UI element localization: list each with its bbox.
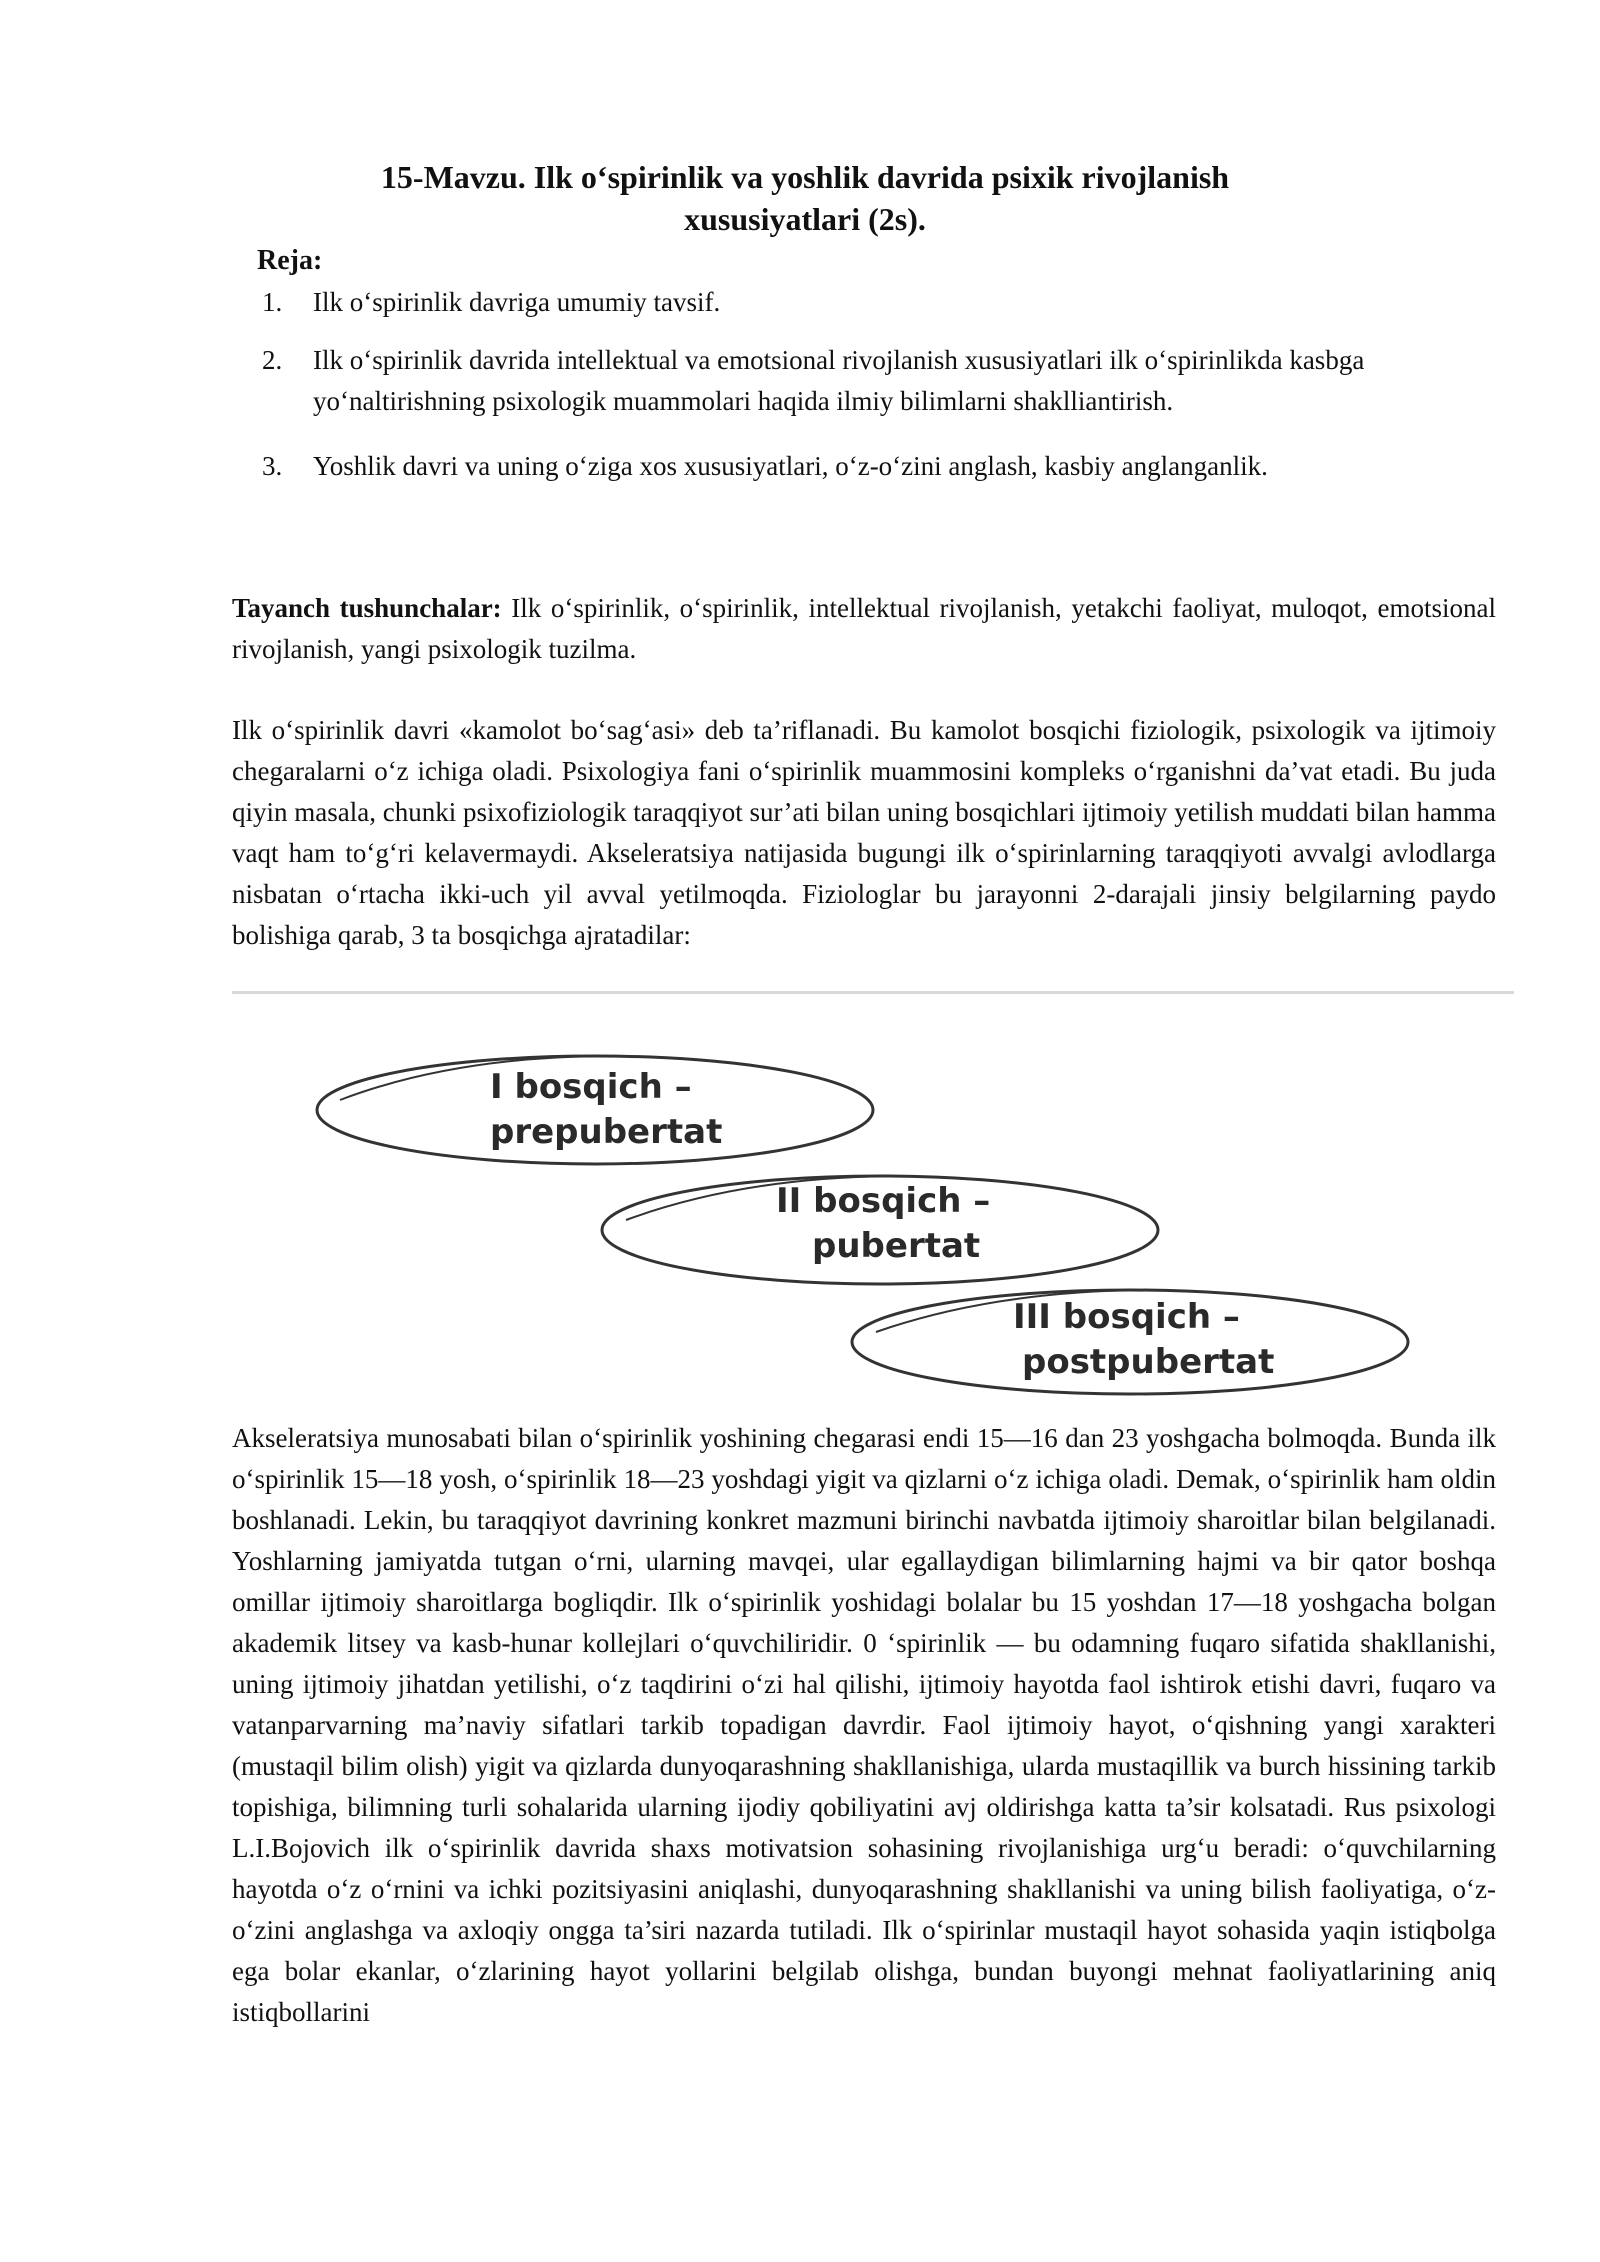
stage-2-sublabel: pubertat	[812, 1226, 981, 1266]
plan-item-text: Ilk o‘spirinlik davriga umumiy tavsif.	[313, 287, 721, 317]
document-title-line-1: 15-Mavzu. Ilk o‘spirinlik va yoshlik davrida psixik rivojlanish	[380, 159, 1230, 195]
stage-3-label: III bosqich –	[1013, 1297, 1240, 1337]
paragraph-intro: Ilk o‘spirinlik davri «kamolot bo‘sag‘asi» deb ta’riflanadi. Bu kamolot bosqichi fiziologik, psixologik va ijtimoiy chegaralarni o‘z ichiga oladi. Psixologiya fani o‘spirinlik muammosini kompleks o‘rganishni da’vat etadi. Bu juda qiyin masala, chunki psixofiziologik taraqqiyot sur’ati bilan uning bosqichlari ijtimoiy yetilish muddati bilan hamma vaqt ham to‘g‘ri kelavermaydi. Akseleratsiya natijasida bugungi ilk o‘spirinlarning taraqqiyoti avvalgi avlodlarga nisbatan o‘rtacha ikki-uch yil avval yetilmoqda. Fiziologlar bu jarayonni 2-darajali jinsiy belgilarning paydo bolishiga qarab, 3 ta bosqichga ajratadilar:	[232, 715, 1496, 950]
stage-1-label: I bosqich –	[490, 1067, 692, 1107]
plan-item-number: 3.	[262, 451, 283, 481]
key-concepts-paragraph	[232, 588, 1496, 670]
paragraph-main: Akseleratsiya munosabati bilan o‘spirinlik yoshining chegarasi endi 15—16 dan 23 yoshgacha bolmoqda. Bunda ilk o‘spirinlik 15—18 yosh, o‘spirinlik 18—23 yoshdagi yigit va qizlarni o‘z ichiga oladi. Demak, o‘spirinlik ham oldin boshlanadi. Lekin, bu taraqqiyot davrining konkret mazmuni birinchi navbatda ijtimoiy sharoitlar bilan belgilanadi. Yoshlarning jamiyatda tutgan o‘rni, ularning mavqei, ular egallaydigan bilimlarning hajmi va bir qator boshqa omillar ijtimoiy sharoitlarga bogliqdir. Ilk o‘spirinlik yoshidagi bolalar bu 15 yoshdan 17—18 yoshgacha bolgan akademik litsey va kasb-hunar kollejlari o‘quvchiliridir. 0 ‘spirinlik — bu odamning fuqaro sifatida shakllanishi, uning ijtimoiy jihatdan yetilishi, o‘z taqdirini o‘zi hal qilishi, ijtimoiy hayotda faol ishtirok etishi davri, fuqaro va vatanparvarning ma’naviy sifatlari tarkib topadigan davrdir. Faol ijtimoiy hayot, o‘qishning yangi xarakteri (mustaqil bilim olish) yigit va qizlarda dunyoqarashning shakllanishiga, ularda mustaqillik va burch hissining tarkib topishiga, bilimning turli sohalarida ularning ijodiy qobiliyatini avj oldirishga katta ta’sir kolsatadi. Rus psixologi L.I.Bojovich ilk o‘spirinlik davrida shaxs motivatsion sohasining rivojlanishiga urg‘u beradi: o‘quvchilarning hayotda o‘z o‘rnini va ichki pozitsiyasini aniqlashi, dunyoqarashning shakllanishi va uning bilish faoliyatiga, o‘z-o‘zini anglashga va axloqiy ongga ta’siri nazarda tutiladi. Ilk o‘spirinlar mustaqil hayot sohasida yaqin istiqbolga ega bolar ekanlar, o‘zlarining hayot yollarini belgilab olishga, bundan buyongi mehnat faoliyatlarining aniq istiqbollarini	[232, 1423, 1496, 2027]
stage-3-sublabel: postpubertat	[1022, 1342, 1275, 1382]
plan-item-text: Ilk o‘spirinlik davrida intellektual va emotsional rivojlanish xususiyatlari ilk o‘spirinlikda kasbga yo‘naltirishning psixologik muammolari haqida ilmiy bilimlarni shaklliantirish.	[313, 345, 1365, 416]
document-title-line-2: xususiyatlari (2s).	[684, 201, 926, 237]
key-concepts-text: Ilk o‘spirinlik, o‘spirinlik, intellektual rivojlanish, yetakchi faoliyat, muloqot, emotsional rivojlanish, yangi psixologik tuzilma.	[232, 593, 1496, 664]
plan-label: Reja:	[257, 245, 323, 276]
stage-ellipse-3	[852, 1290, 1408, 1394]
stage-2-label: II bosqich –	[776, 1181, 991, 1221]
plan-item-number: 2.	[262, 345, 283, 375]
stages-diagram	[300, 1030, 1430, 1400]
stage-ellipse-1	[317, 1056, 873, 1164]
stage-1-sublabel: prepubertat	[490, 1112, 723, 1152]
plan-item-text: Yoshlik davri va uning o‘ziga xos xususiyatlari, o‘z-o‘zini anglash, kasbiy anglanganlik.	[313, 451, 1268, 481]
horizontal-divider	[232, 991, 1514, 994]
stage-ellipse-2	[602, 1176, 1158, 1284]
plan-item-number: 1.	[262, 287, 283, 317]
key-concepts-label: Tayanch tushunchalar:	[232, 593, 502, 623]
